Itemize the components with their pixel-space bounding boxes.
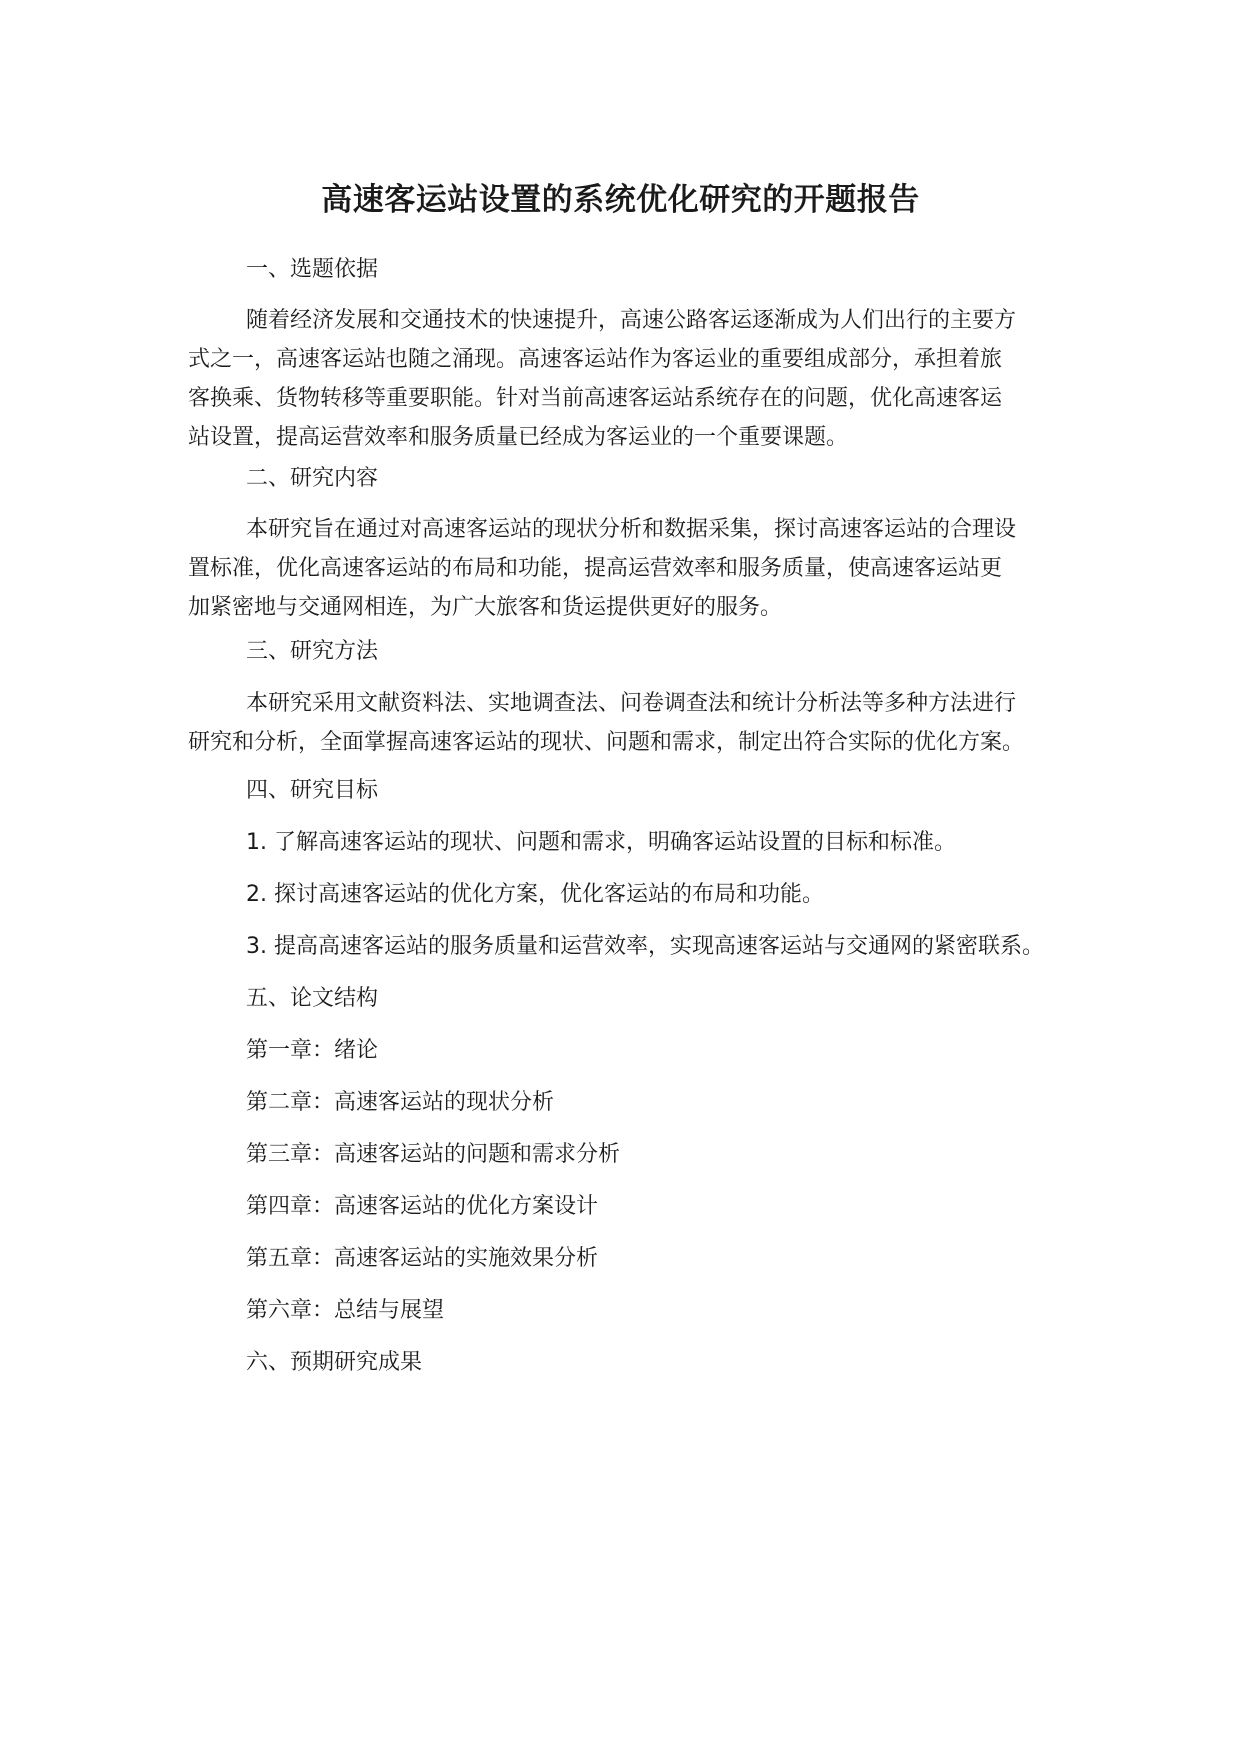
section-1-body [188, 301, 1058, 457]
section-5 [188, 979, 1058, 1018]
list-item: 2. 探讨高速客运站的优化方案，优化客运站的布局和功能。 [246, 882, 824, 907]
section-2-body [188, 510, 1058, 627]
paragraph-line: 式之一，高速客运站也随之涌现。高速客运站作为客运业的重要组成部分，承担着旅 [188, 347, 1003, 372]
section-1 [188, 250, 1058, 289]
list-item: 第五章：高速客运站的实施效果分析 [246, 1246, 599, 1271]
chapter-item [188, 1239, 1058, 1278]
paragraph-line: 随着经济发展和交通技术的快速提升，高速公路客运逐渐成为人们出行的主要方 [246, 308, 1017, 333]
section-6 [188, 1343, 1058, 1382]
list-item: 第一章：绪论 [246, 1038, 379, 1063]
section-heading: 三、研究方法 [246, 639, 379, 664]
objective-item [188, 823, 1058, 862]
section-4 [188, 771, 1058, 810]
section-heading: 五、论文结构 [246, 986, 379, 1011]
paragraph-line: 站设置，提高运营效率和服务质量已经成为客运业的一个重要课题。 [188, 425, 849, 450]
section-heading: 四、研究目标 [246, 778, 379, 803]
chapter-item [188, 1187, 1058, 1226]
list-item: 第二章：高速客运站的现状分析 [246, 1090, 555, 1115]
section-2 [188, 459, 1058, 498]
section-3 [188, 632, 1058, 671]
list-item: 第四章：高速客运站的优化方案设计 [246, 1194, 599, 1219]
chapter-item [188, 1291, 1058, 1330]
list-item: 第三章：高速客运站的问题和需求分析 [246, 1142, 621, 1167]
section-3-body [188, 684, 1058, 762]
paragraph-line: 本研究旨在通过对高速客运站的现状分析和数据采集，探讨高速客运站的合理设 [246, 517, 1017, 542]
chapter-item [188, 1083, 1058, 1122]
chapter-item [188, 1135, 1058, 1174]
objective-item [188, 875, 1058, 914]
objective-item [188, 927, 1058, 966]
section-heading: 二、研究内容 [246, 466, 379, 491]
paragraph-line: 置标准，优化高速客运站的布局和功能，提高运营效率和服务质量，使高速客运站更 [188, 556, 1003, 581]
paragraph-line: 本研究采用文献资料法、实地调查法、问卷调查法和统计分析法等多种方法进行 [246, 691, 1017, 716]
list-item: 第六章：总结与展望 [246, 1298, 445, 1323]
list-item: 1. 了解高速客运站的现状、问题和需求，明确客运站设置的目标和标准。 [246, 830, 956, 855]
paragraph-line: 客换乘、货物转移等重要职能。针对当前高速客运站系统存在的问题，优化高速客运 [188, 386, 1003, 411]
section-heading: 一、选题依据 [246, 257, 379, 282]
list-item: 3. 提高高速客运站的服务质量和运营效率，实现高速客运站与交通网的紧密联系。 [246, 934, 1044, 959]
page-title: 高速客运站设置的系统优化研究的开题报告 [321, 182, 920, 218]
paragraph-line: 加紧密地与交通网相连，为广大旅客和货运提供更好的服务。 [188, 595, 783, 620]
paragraph-line: 研究和分析，全面掌握高速客运站的现状、问题和需求，制定出符合实际的优化方案。 [188, 730, 1025, 755]
section-heading: 六、预期研究成果 [246, 1350, 423, 1375]
chapter-item [188, 1031, 1058, 1070]
